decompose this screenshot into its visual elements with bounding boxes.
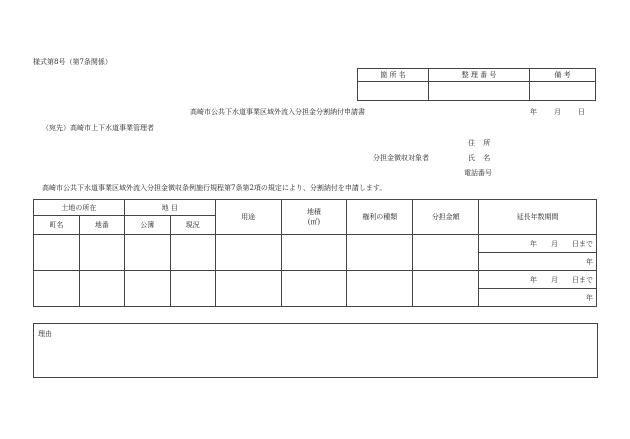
applicant-group-label: 分担金徴収対象者 — [373, 154, 429, 162]
addressee: （宛先）高崎市上下水道事業管理者 — [42, 124, 154, 132]
cell-current-1[interactable] — [170, 235, 215, 271]
cell-amount-2[interactable] — [413, 271, 479, 307]
form-number: 様式第8号（第7条関係） — [33, 58, 112, 66]
header-usage: 用途 — [215, 200, 281, 235]
header-area-label: 地積 — [306, 208, 321, 216]
date-day: 日 — [578, 108, 585, 116]
reason-box[interactable] — [33, 323, 598, 378]
office-cell-location[interactable] — [358, 82, 429, 101]
cell-until-1[interactable]: 年 月 日まで — [479, 235, 597, 253]
cell-town-2[interactable] — [34, 271, 80, 307]
header-area — [281, 200, 347, 235]
statement: 高崎市公共下水道事業区域外流入分担金徴収条例施行規程第7条第2項の規定により、分割納付を申請します。 — [42, 184, 387, 192]
office-header-location: 箇 所 名 — [358, 69, 429, 82]
phone-label: 電話番号 — [464, 169, 492, 177]
header-right-type: 権利の種類 — [347, 200, 413, 235]
cell-area-1[interactable] — [281, 235, 347, 271]
cell-official-1[interactable] — [124, 235, 170, 271]
cell-until-2[interactable]: 年 月 日まで — [479, 271, 597, 289]
office-table — [357, 68, 596, 101]
header-extension: 延長年数期間 — [479, 200, 597, 235]
office-header-number: 整 理 番 号 — [429, 69, 530, 82]
cell-official-2[interactable] — [124, 271, 170, 307]
cell-usage-2[interactable] — [215, 271, 281, 307]
cell-usage-1[interactable] — [215, 235, 281, 271]
cell-years-2[interactable]: 年 — [479, 289, 597, 307]
cell-area-2[interactable] — [281, 271, 347, 307]
date-year: 年 — [530, 108, 537, 116]
cell-right-1[interactable] — [347, 235, 413, 271]
header-amount: 分担金額 — [413, 200, 479, 235]
cell-lot-2[interactable] — [79, 271, 124, 307]
cell-years-1[interactable]: 年 — [479, 253, 597, 271]
office-header-remarks: 備 考 — [530, 69, 596, 82]
header-land-category: 地 目 — [124, 200, 215, 216]
cell-amount-1[interactable] — [413, 235, 479, 271]
office-cell-remarks[interactable] — [530, 82, 596, 101]
address-label: 住 所 — [468, 139, 494, 147]
header-lot-number: 地番 — [79, 216, 124, 235]
office-cell-number[interactable] — [429, 82, 530, 101]
cell-lot-1[interactable] — [79, 235, 124, 271]
header-town: 町名 — [34, 216, 80, 235]
name-label: 氏 名 — [468, 154, 494, 162]
main-table — [33, 199, 597, 307]
cell-right-2[interactable] — [347, 271, 413, 307]
header-current-state: 現況 — [170, 216, 215, 235]
cell-current-2[interactable] — [170, 271, 215, 307]
reason-label: 理由 — [38, 330, 52, 338]
cell-town-1[interactable] — [34, 235, 80, 271]
form-title: 高崎市公共下水道事業区域外流入分担金分割納付申請書 — [190, 108, 365, 116]
date-month: 月 — [554, 108, 561, 116]
header-official-record: 公簿 — [124, 216, 170, 235]
header-area-unit: (㎡) — [307, 218, 321, 226]
header-land-location: 土地の所在 — [34, 200, 125, 216]
